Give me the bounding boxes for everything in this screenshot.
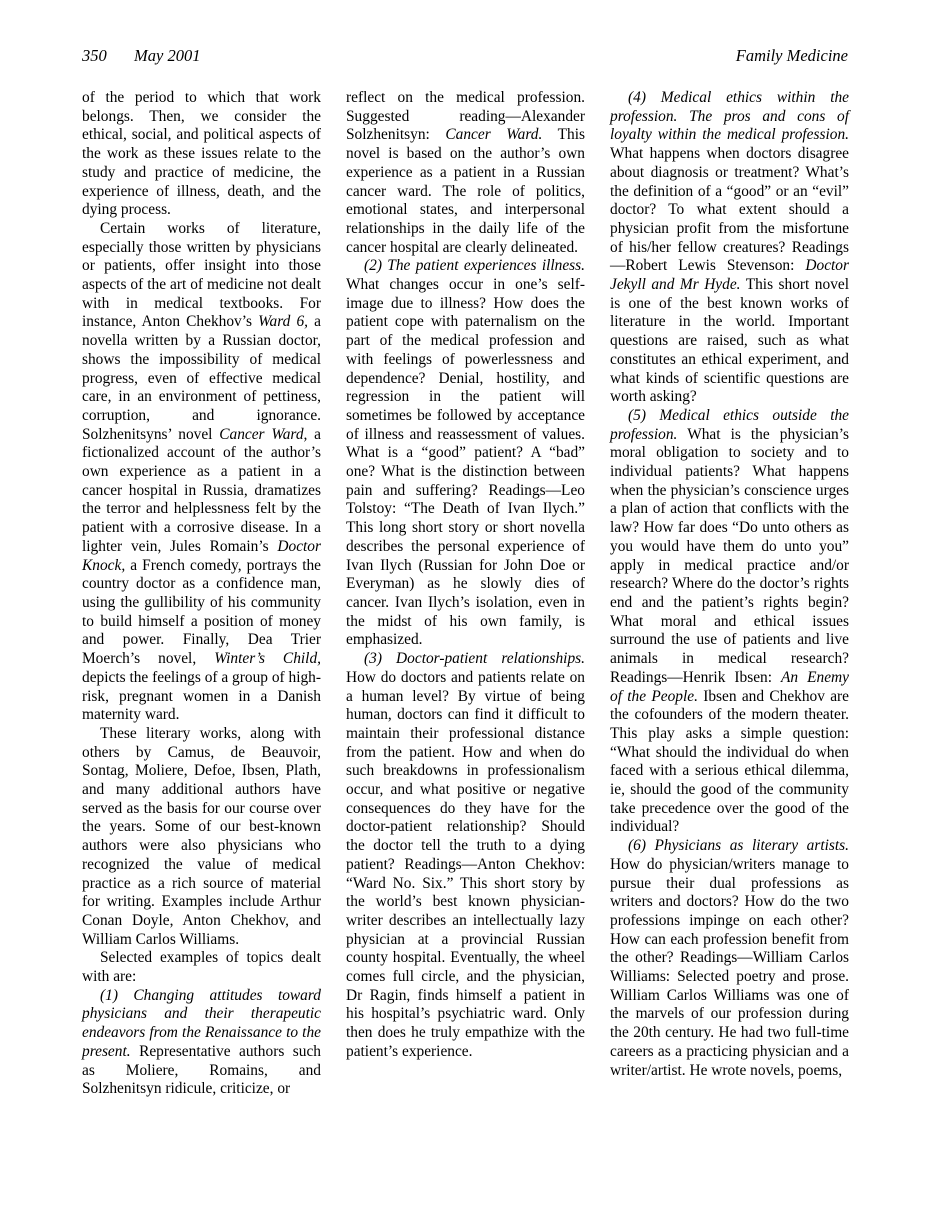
- text-run: a French comedy, portrays the country doctor as a confidence man, using the gullibility of his community to build himself a position of money and power. Finally, Dea Trier Moerch’s novel,: [82, 556, 321, 668]
- text-run: How do doctors and patients relate on a human level? By virtue of being human, doctors can find it difficult to maintain their professional distance from the patient. How and when do such breakdowns in professionalism occur, and what positive or negative consequences do they have for the doctor-patient relationship? Should the doctor tell the truth to a dying patient? Readings—Anton Chekhov: “Ward No. Six.” This short story by the world’s best known physician-writer describes an intellectually lazy physician at a provincial Russian county hospital. Eventually, the wheel comes full circle, and the physician, Dr Ragin, finds himself a patient in his hospital’s psychiatric ward. Only then does he truly empathize with the patient’s experience.: [346, 668, 585, 1060]
- topic-heading: (2) The patient experiences illness.: [364, 257, 585, 275]
- paragraph: [346, 89, 585, 257]
- text-run: What happens when doctors disagree about diagnosis or treatment? What’s the definition of a “good” or an “evil” doctor? To what extent should a physician profit from the misfortune of his/her fellow creatures? Readings—Robert Lewis Stevenson:: [610, 145, 849, 275]
- paragraph: [610, 89, 849, 407]
- text-run: depicts the feelings of a group of high-risk, pregnant women in a Danish maternity ward.: [82, 668, 321, 724]
- topic-heading: (3) Doctor-patient relationships.: [364, 650, 585, 668]
- work-title: Ward 6,: [258, 313, 309, 331]
- work-title: Doctor Knock,: [82, 537, 321, 574]
- text-run: How do physician/writers manage to pursue their dual professions as writers and doctors? How do the two professions impinge on each other? How can each profession benefit from the other? Readings—William Carlos Williams: Selected poetry and prose. William Carlos Williams was one of the marvels of our profession during the 20th century. He had two full-time careers as a practicing physician and a writer/artist. He wrote novels, poems,: [610, 855, 849, 1079]
- text-run: Ibsen and Chekhov are the cofounders of the modern theater. This play asks a simple question: “What should the individual do when faced with a serious ethical dilemma, ie, should the good of the community take precedence over the good of the individual?: [610, 687, 850, 836]
- work-title: Cancer Ward.: [445, 126, 543, 144]
- topic-heading: (6) Physicians as literary artists.: [628, 837, 849, 855]
- paragraph: [346, 257, 585, 650]
- issue-date: May 2001: [134, 46, 201, 65]
- paragraph: [82, 987, 321, 1099]
- text-run: reflect on the medical profession. Suggested reading—Alexander Solzhenitsyn:: [346, 89, 585, 144]
- text-run: a fictionalized account of the author’s own experience as a patient in a cancer hospital in Russia, dramatizes the terror and helplessness felt by the patient with a corrosive disease. In a lighter vein, Jules Romain’s: [82, 425, 321, 555]
- column-2: [346, 89, 585, 1062]
- work-title: Doctor Jekyll and Mr Hyde.: [610, 257, 849, 294]
- column-1: [82, 89, 321, 1099]
- text-run: This short novel is one of the best known works of literature in the world. Important questions are raised, such as what constitutes an ethical experiment, and what kinds of scientific questions are worth asking?: [610, 276, 849, 406]
- text-run: Certain works of literature, especially those written by physicians or patients, offer insight into those aspects of the art of medicine not dealt with in medical textbooks. For instance, Anton Chekhov’s: [82, 219, 321, 331]
- page-number: 350: [82, 46, 107, 65]
- work-title: Winter’s Child,: [214, 650, 321, 668]
- work-title: Cancer Ward,: [219, 425, 308, 443]
- text-run: a novella written by a Russian doctor, shows the impossibility of medical progress, even of effective medical care, in an environment of pettiness, corruption, and ignorance. Solzhenitsyns’ novel: [82, 313, 321, 443]
- paragraph: [82, 220, 321, 725]
- text-run: What changes occur in one’s self-image due to illness? How does the patient cope with paternalism on the part of the medical profession and with feelings of powerlessness and dependence? Denial, hostility, and regression in the patient will sometimes be followed by acceptance of illness and reassessment of values. What is a “good” patient? A “bad” one? What is the distinction between pain and suffering? Readings—Leo Tolstoy: “The Death of Ivan Ilych.” This long short story or short novella describes the personal experience of Ivan Ilych (Russian for John Doe or Everyman) as he slowly dies of cancer. Ivan Ilych’s isolation, even in the midst of his own family, is emphasized.: [346, 276, 585, 649]
- running-header: [82, 46, 848, 68]
- text-run: What is the physician’s moral obligation to society and to individual patients? What happens when the physician’s conscience urges a plan of action that conflicts with the law? How far does “Do unto others as you would have them do unto you” apply in medical practice and/or research? Where do the doctor’s rights end and the patient’s rights begin? What moral and ethical issues surround the use of patients and live animals in medical research? Readings—Henrik Ibsen:: [610, 425, 849, 686]
- paragraph: [610, 837, 849, 1080]
- paragraph: [346, 650, 585, 1061]
- text-run: Representative authors such as Moliere, Romains, and Solzhenitsyn ridicule, criticize, or: [82, 1042, 321, 1098]
- topic-heading: (4) Medical ethics within the profession. The pros and cons of loyalty within the medical profession.: [610, 89, 849, 144]
- text-run: This novel is based on the author’s own experience as a patient in a Russian cancer ward. The role of politics, emotional states, and interpersonal relationships in the daily life of the cancer hospital are clearly delineated.: [346, 126, 585, 256]
- paragraph: [610, 407, 849, 837]
- journal-name: Family Medicine: [735, 46, 848, 65]
- work-title: An Enemy of the People.: [610, 668, 849, 705]
- paragraph: Selected examples of topics dealt with are:: [82, 949, 321, 986]
- paragraph: of the period to which that work belongs. Then, we consider the ethical, social, and political aspects of the work as these issues relate to the study and practice of medicine, the experience of illness, death, and the dying process.: [82, 89, 321, 219]
- topic-heading: (5) Medical ethics outside the profession.: [610, 406, 849, 443]
- column-3: [610, 89, 849, 1080]
- topic-heading: (1) Changing attitudes toward physicians and their therapeutic endeavors from the Renaissance to the present.: [82, 986, 321, 1060]
- paragraph: These literary works, along with others by Camus, de Beauvoir, Sontag, Moliere, Defoe, Ibsen, Plath, and many additional authors have served as the basis for our course over the years. Some of our best-known authors were also physicians who recognized the value of medical practice as a rich source of material for writing. Examples include Arthur Conan Doyle, Anton Chekhov, and William Carlos Williams.: [82, 724, 321, 948]
